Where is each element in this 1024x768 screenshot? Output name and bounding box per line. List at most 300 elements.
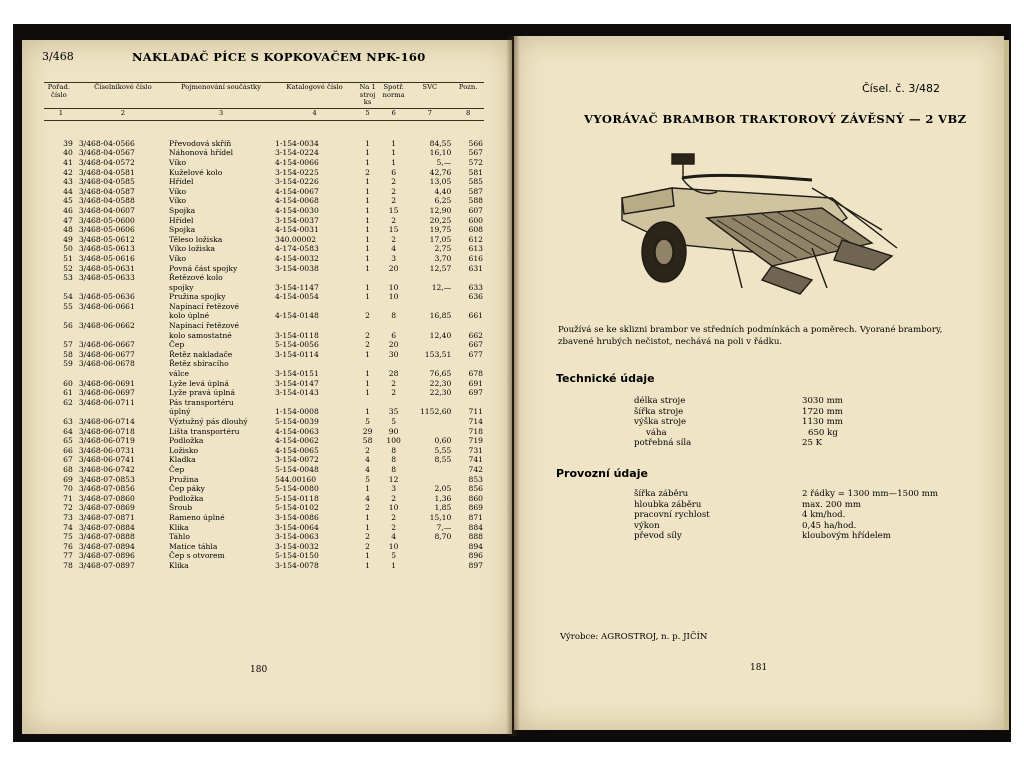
part-name: Čep páky [169,484,205,494]
qty-per-machine: 1 [365,560,370,570]
tech-label: potřebná síla [634,438,692,449]
part-code: 3/468-06-0677 [78,349,135,359]
part-name: Klika [169,560,189,570]
catalogue-number: 4-154-0062 [275,436,319,446]
catalogue-number: 4-154-0032 [275,253,319,263]
note: 869 [468,503,483,513]
consumption-norm: 2 [391,493,397,503]
part-name: Lišta transportéru [169,426,240,436]
part-code: 3/468-06-0719 [78,436,135,446]
table-row [44,264,484,274]
part-code: 3/468-07-0897 [78,560,135,570]
oper-label: šířka záběru [634,489,689,499]
consumption-norm: 2 [391,177,397,187]
part-code: 3/468-05-0616 [78,253,135,263]
part-code: 3/468-06-0714 [78,417,135,426]
oper-value: kloubovým hřídelem [802,531,891,542]
part-code: 3/468-04-0581 [78,167,135,177]
row-number: 47 [63,215,73,225]
row-number: 56 [63,321,73,331]
catalogue-number: 3-154-0064 [275,522,319,532]
row-number: 69 [63,474,73,484]
consumption-norm: 15 [388,205,399,215]
catalogue-number: 4-154-0054 [275,292,319,302]
catalogue-number: 3-154-0086 [275,512,319,522]
catalogue-number: 4-154-0065 [275,445,319,455]
part-code: 3/468-07-0860 [78,493,135,503]
part-name: Spojka [169,205,196,215]
note: 742 [468,464,483,474]
part-name: Víko [169,253,187,263]
note [452,321,484,331]
svc-price: 22,30 [429,378,452,388]
qty-per-machine: 1 [365,148,370,158]
table-row [44,225,484,235]
oper-label: pracovní rychlost [634,510,710,521]
operation-heading: Provozní údaje [556,467,648,480]
tech-value: 650 kg [808,427,838,438]
svc-price [407,321,452,331]
row-number [44,369,78,379]
note: 691 [468,378,483,388]
svc-price: 16,85 [429,311,452,321]
row-number [44,407,78,417]
part-name: úplný [169,407,191,417]
catalogue-number: 3-154-0037 [275,215,319,225]
row-number [44,283,78,293]
row-number: 61 [63,388,73,398]
consumption-norm: 15 [388,225,399,235]
qty-per-machine [355,302,380,312]
consumption-norm: 2 [391,388,397,398]
note: 860 [468,493,483,503]
note: 871 [468,512,483,522]
consumption-norm: 8 [391,311,397,321]
row-number: 55 [63,301,73,311]
qty-per-machine: 1 [365,378,370,388]
col-header: Číselníkové číslo [78,83,168,109]
row-number [44,331,78,341]
qty-per-machine: 1 [365,282,370,292]
part-code: 3/468-04-0585 [78,177,135,187]
consumption-norm: 28 [388,369,399,379]
part-code [78,311,168,321]
row-number: 67 [63,455,73,465]
note: 888 [468,532,483,542]
qty-per-machine: 2 [365,541,370,551]
part-code: 3/468-05-0613 [78,244,135,254]
consumption-norm [380,398,407,408]
svc-price: 84,55 [429,138,452,148]
row-number: 75 [63,532,73,542]
row-number: 42 [63,167,73,177]
part-name: Kuželové kolo [169,167,223,177]
part-code: 3/468-04-0572 [78,157,135,167]
book-gutter [506,36,520,736]
row-number: 57 [63,340,73,350]
note: 581 [468,167,483,177]
qty-per-machine: 1 [365,177,370,187]
table-row [44,532,484,542]
svc-price [407,542,452,552]
part-name: Výztužný pás dlouhý [169,417,248,426]
consumption-norm [380,273,407,283]
row-number: 68 [63,464,73,474]
part-name: Lyže levá úplná [169,378,229,388]
svc-price: 5,55 [434,445,452,455]
part-name: Pružina spojky [169,292,226,302]
part-code: 3/468-06-0661 [78,301,135,311]
row-number: 46 [63,205,73,215]
part-name: Víko [169,196,187,206]
part-name: Spojka [169,225,196,235]
table-row [44,369,484,379]
row-number: 73 [63,512,73,522]
tech-values [802,396,843,449]
qty-per-machine: 1 [365,388,370,398]
qty-per-machine: 5 [365,474,370,484]
catalogue-number: 5-154-0056 [275,340,319,350]
note: 566 [468,138,483,148]
svc-price: 4,40 [434,186,452,196]
note: 714 [468,417,483,426]
row-number: 58 [63,349,73,359]
part-name: Pás transportéru [169,397,234,407]
svc-price: 0,60 [434,436,452,446]
qty-per-machine: 1 [365,407,370,417]
note: 884 [468,522,483,532]
col-header: Katalogové číslo [274,83,355,109]
svc-price: 153,51 [424,349,452,359]
table-row [44,139,484,149]
consumption-norm: 10 [388,292,399,302]
note: 585 [468,177,483,187]
consumption-norm: 1 [391,560,397,570]
part-code [78,331,168,341]
catalogue-number: 4-154-0068 [275,196,319,206]
qty-per-machine: 1 [365,196,370,206]
potato-digger-illustration [612,148,904,306]
catalogue-number: 1-154-0034 [275,138,319,148]
tech-value: 1130 mm [802,417,843,428]
consumption-norm: 20 [388,340,399,350]
part-name: Matice táhla [169,541,218,551]
table-row [44,551,484,561]
catalogue-number: 3-154-0143 [275,388,319,398]
part-code: 3/468-06-0718 [78,426,135,436]
catalogue-number: 4-154-0066 [275,157,319,167]
part-code: 3/468-04-0607 [78,205,135,215]
row-number: 63 [63,417,73,426]
part-code: 3/468-06-0697 [78,388,135,398]
row-number: 53 [63,273,73,283]
qty-per-machine: 1 [365,205,370,215]
table-row [44,379,484,389]
row-number: 43 [63,177,73,187]
svc-price: 1152,60 [419,407,452,417]
col-number: 6 [380,108,407,120]
svc-price: 12,57 [429,263,452,273]
table-row [44,311,484,321]
row-number: 76 [63,541,73,551]
part-code: 3/468-07-0871 [78,512,135,522]
note: 631 [468,263,483,273]
tech-labels [634,396,691,449]
svc-price: 3,70 [434,253,452,263]
table-row [44,407,484,417]
note: 678 [468,369,483,379]
part-name: Řetěz nakladače [169,349,233,359]
part-code: 3/468-04-0567 [78,148,135,158]
col-number: 4 [274,108,355,120]
part-name: Povná část spojky [169,263,238,273]
part-name: Těleso ložiska [169,234,223,244]
oper-value: 4 km/hod. [802,510,846,521]
svc-price: 5,— [436,157,452,167]
note: 697 [468,388,483,398]
catalogue-number: 4-154-0067 [275,186,319,196]
note: 853 [468,474,483,484]
consumption-norm: 4 [391,532,397,542]
catalogue-number: 4-154-0030 [275,205,319,215]
row-number: 44 [63,186,73,196]
qty-per-machine: 5 [365,417,370,426]
part-code: 3/468-05-0631 [78,263,135,273]
table-row [44,350,484,360]
note: 741 [468,455,483,465]
note: 711 [468,407,483,417]
table-row [44,503,484,513]
qty-per-machine: 1 [365,551,370,561]
note: 718 [468,426,483,436]
catalogue-number: 3-154-0118 [275,330,319,340]
catalogue-number: 5-154-0039 [275,417,319,426]
consumption-norm: 2 [391,378,397,388]
note: 600 [468,215,483,225]
part-name: Podložka [169,493,204,503]
part-name: Čep [169,340,185,350]
part-name: kolo úplné [169,311,210,321]
part-name: Lyže pravá úplná [169,388,235,398]
qty-per-machine [355,398,380,408]
svc-price: 13,05 [429,177,452,187]
catalogue-number: 3-154-0038 [275,263,319,273]
svc-price: 6,25 [434,196,452,206]
table-row [44,177,484,187]
svc-price [407,340,452,350]
svc-price: 1,85 [434,503,452,513]
row-number: 52 [63,263,73,273]
row-number: 78 [63,560,73,570]
table-row [44,168,484,178]
svc-price: 76,65 [429,369,452,379]
svc-price [407,302,452,312]
row-number: 77 [63,551,73,561]
part-name: Klika [169,522,189,532]
qty-per-machine: 1 [365,186,370,196]
tech-value: 3030 mm [802,396,843,406]
qty-per-machine: 1 [365,215,370,225]
part-code: 3/468-04-0587 [78,186,135,196]
qty-per-machine [355,321,380,331]
svc-price [407,465,452,475]
part-code: 3/468-06-0667 [78,340,135,350]
part-name: Hřídel [169,215,194,225]
note: 662 [468,330,483,340]
svc-price: 2,75 [434,244,452,254]
table-row [44,388,484,398]
catalogue-number [274,302,355,312]
note: 612 [468,234,483,244]
catalogue-number: 4-154-0031 [275,225,319,235]
consumption-norm [380,302,407,312]
qty-per-machine: 1 [365,225,370,235]
catalogue-number: 3-154-0114 [275,349,319,359]
col-header: Pozn. [452,83,484,109]
oper-value: max. 200 mm [802,499,862,510]
table-row [44,398,484,408]
consumption-norm: 6 [391,330,397,340]
oper-label: převod síly [634,531,682,542]
row-number: 62 [63,397,73,407]
note: 572 [468,157,483,167]
catalogue-number: 3-154-0224 [275,148,319,158]
qty-per-machine: 1 [365,522,370,532]
catalogue-number: 3-154-0072 [275,455,319,465]
note: 587 [468,186,483,196]
col-header: Na 1 stroj ks [355,83,380,109]
qty-per-machine: 1 [365,512,370,522]
svc-price: 12,90 [429,205,452,215]
parts-table [44,82,484,571]
left-page-ref: 3/468 [42,50,74,63]
row-number: 71 [63,493,73,503]
table-row [44,475,484,485]
consumption-norm: 12 [388,474,399,484]
part-name: Napínací řetězové [169,321,240,331]
note: 731 [468,445,483,455]
svc-price: 12,— [431,282,452,292]
row-number: 65 [63,436,73,446]
note [452,302,484,312]
qty-per-machine [355,359,380,369]
row-number: 40 [63,148,73,158]
tech-label: výška stroje [634,417,687,428]
part-code: 3/468-07-0888 [78,532,135,542]
svc-price [407,273,452,283]
part-name: spojky [169,282,194,292]
consumption-norm: 8 [391,464,397,474]
note [452,273,484,283]
svc-price: 42,76 [429,167,452,177]
part-name: Řetězové kolo [169,273,223,283]
qty-per-machine: 1 [365,157,370,167]
part-name: Napínací řetězové [169,301,240,311]
qty-per-machine: 1 [365,484,370,494]
row-number: 59 [63,359,73,369]
part-code: 3/468-05-0633 [78,273,135,283]
part-code: 3/468-06-0678 [78,359,135,369]
col-header: Spotř. norma [380,83,407,109]
row-number: 49 [63,234,73,244]
qty-per-machine: 2 [365,503,370,513]
part-name: Podložka [169,436,204,446]
svc-price: 1,36 [434,493,452,503]
note: 661 [468,311,483,321]
consumption-norm: 5 [391,551,397,561]
row-number: 45 [63,196,73,206]
svc-price: 2,05 [434,484,452,494]
table-row [44,187,484,197]
svc-price: 17,05 [429,234,452,244]
table-row [44,417,484,427]
table-row [44,283,484,293]
catalogue-number: 3-154-1147 [275,282,319,292]
qty-per-machine: 1 [365,253,370,263]
svc-price: 16,10 [429,148,452,158]
table-row [44,196,484,206]
note: 567 [468,148,483,158]
catalogue-number: 3-154-0078 [275,560,319,570]
part-name: Víko [169,157,187,167]
part-code: 3/468-07-0856 [78,484,135,494]
svc-price [407,398,452,408]
tech-label: šířka stroje [634,406,684,417]
part-code [78,407,168,417]
manufacturer: Výrobce: AGROSTROJ, n. p. JIČÍN [560,632,708,642]
part-name: Pružina [169,474,199,484]
qty-per-machine: 1 [365,138,370,148]
table-row [44,273,484,283]
catalogue-number: 4-154-0063 [275,426,319,436]
consumption-norm: 8 [391,445,397,455]
part-name: Převodová skříň [169,138,232,148]
part-code: 3/468-06-0742 [78,464,135,474]
operation-labels [634,489,710,542]
qty-per-machine: 2 [365,311,370,321]
catalogue-number: 3-154-0225 [275,167,319,177]
qty-per-machine: 29 [362,426,373,436]
row-number: 64 [63,426,73,436]
svc-price: 15,10 [429,512,452,522]
row-number: 66 [63,445,73,455]
part-code: 3/468-05-0600 [78,215,135,225]
oper-value: 2 řádky = 1300 mm—1500 mm [802,489,939,499]
svc-price [407,417,452,427]
part-name: válce [169,369,190,379]
note: 613 [468,244,483,254]
part-code: 3/468-05-0612 [78,234,135,244]
table-row [44,542,484,552]
table-row [44,331,484,341]
col-number: 2 [78,108,168,120]
note: 588 [468,196,483,206]
consumption-norm: 2 [391,186,397,196]
qty-per-machine [355,273,380,283]
part-name: Ložisko [169,445,199,455]
consumption-norm: 1 [391,157,397,167]
consumption-norm: 1 [391,138,397,148]
svc-price [407,561,452,571]
part-code: 3/468-06-0731 [78,445,135,455]
row-number [44,311,78,321]
note: 856 [468,484,483,494]
svc-price: 8,70 [434,532,452,542]
svc-price: 20,25 [429,215,452,225]
catalogue-number: 3-154-0151 [275,369,319,379]
svc-price [407,551,452,561]
left-header [42,50,442,68]
